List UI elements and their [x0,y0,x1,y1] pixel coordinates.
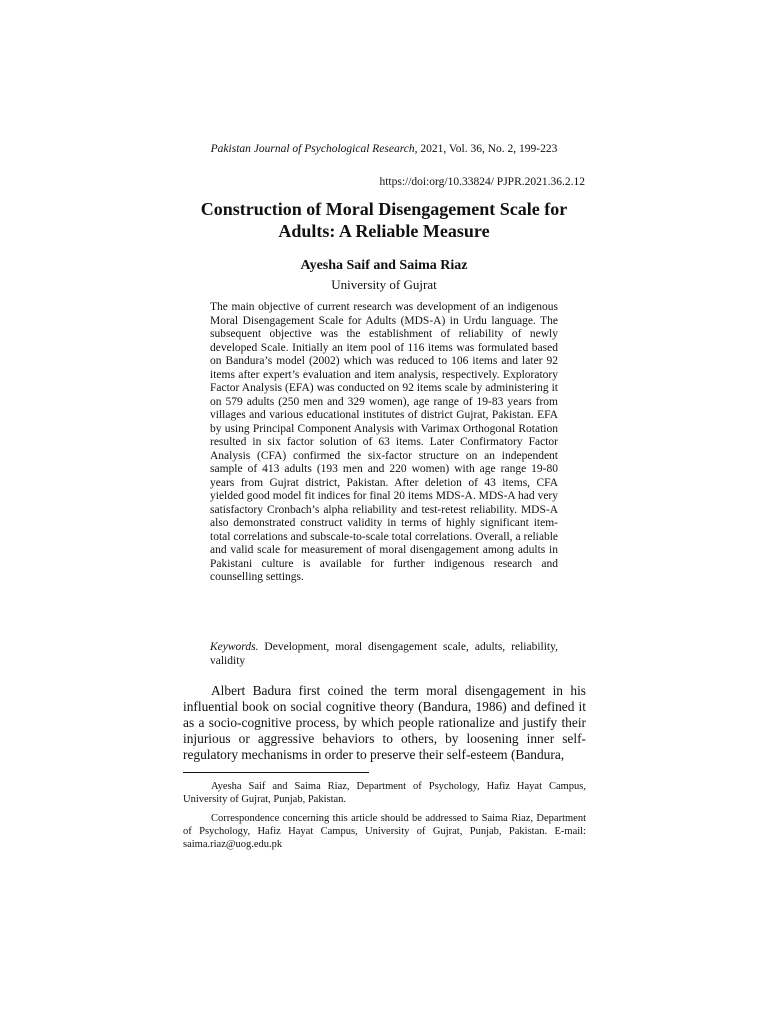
keywords-text: Development, moral disengagement scale, adults, reliability, validity [210,641,558,667]
keywords [210,641,558,668]
footnotes [183,780,586,857]
footnote-affiliation: Ayesha Saif and Saima Riaz, Department of Psychology, Hafiz Hayat Campus, University of Gujrat, Punjab, Pakistan. [183,781,586,805]
journal-info: 2021, Vol. 36, No. 2, 199-223 [417,143,558,155]
article-affiliation: University of Gujrat [331,277,437,292]
footnote-correspondence: Correspondence concerning this article should be addressed to Saima Riaz, Department of Psychology, Hafiz Hayat Campus, University of Gujrat, Punjab, Pakistan. E-mail: saima.riaz@uog.edu.pk [183,813,586,850]
body-text [183,683,586,763]
abstract-text: The main objective of current research was development of an indigenous Moral Disengagement Scale for Adults (MDS-A) in Urdu language. The subsequent objective was the establishment of reliability of newly developed Scale. Initially an item pool of 116 items was formulated based on Bandura’s model (2002) which was reduced to 106 items and later 92 items after expert’s evaluation and item analysis, respectively. Exploratory Factor Analysis (EFA) was conducted on 92 items scale by administering it on 579 adults (250 men and 329 women), age range of 19-83 years from villages and various educational institutes of district Gujrat, Pakistan. EFA by using Principal Component Analysis with Varimax Orthogonal Rotation resulted in six factor solution of 63 items. Later Confirmatory Factor Analysis (CFA) confirmed the six-factor structure on an independent sample of 413 adults (193 men and 220 women) with age range 19-80 years from Gujrat district, Pakistan. After deletion of 43 items, CFA yielded good model fit indices for final 20 items MDS-A. MDS-A had very satisfactory Cronbach’s alpha reliability and test-retest reliability. MDS-A also demonstrated construct validity in terms of highly significant item-total correlations and subscale-to-scale total correlations. Overall, a reliable and valid scale for measurement of moral disengagement among adults in Pakistani culture is available for further indigenous research and counselling settings. [210,301,558,583]
journal-name: Pakistan Journal of Psychological Research, [210,143,418,155]
footnote-divider [183,772,369,773]
article-title [0,198,768,242]
abstract [210,301,558,585]
doi-link[interactable]: https://doi:org/10.33824/ PJPR.2021.36.2.12 [379,176,585,188]
title-line-2: Adults: A Reliable Measure [278,221,490,241]
title-line-1: Construction of Moral Disengagement Scale for [200,199,568,219]
journal-header [0,143,768,155]
body-paragraph-1: Albert Badura first coined the term moral disengagement in his influential book on social cognitive theory (Bandura, 1986) and defined it as a socio-cognitive process, by which people rationalize and justify their injurious or aggressive behaviors to others, by loosening inner self-regulatory mechanisms in order to preserve their self-esteem (Bandura, [183,683,586,762]
article-authors: Ayesha Saif and Saima Riaz [300,258,468,273]
keywords-label: Keywords. [210,641,259,653]
